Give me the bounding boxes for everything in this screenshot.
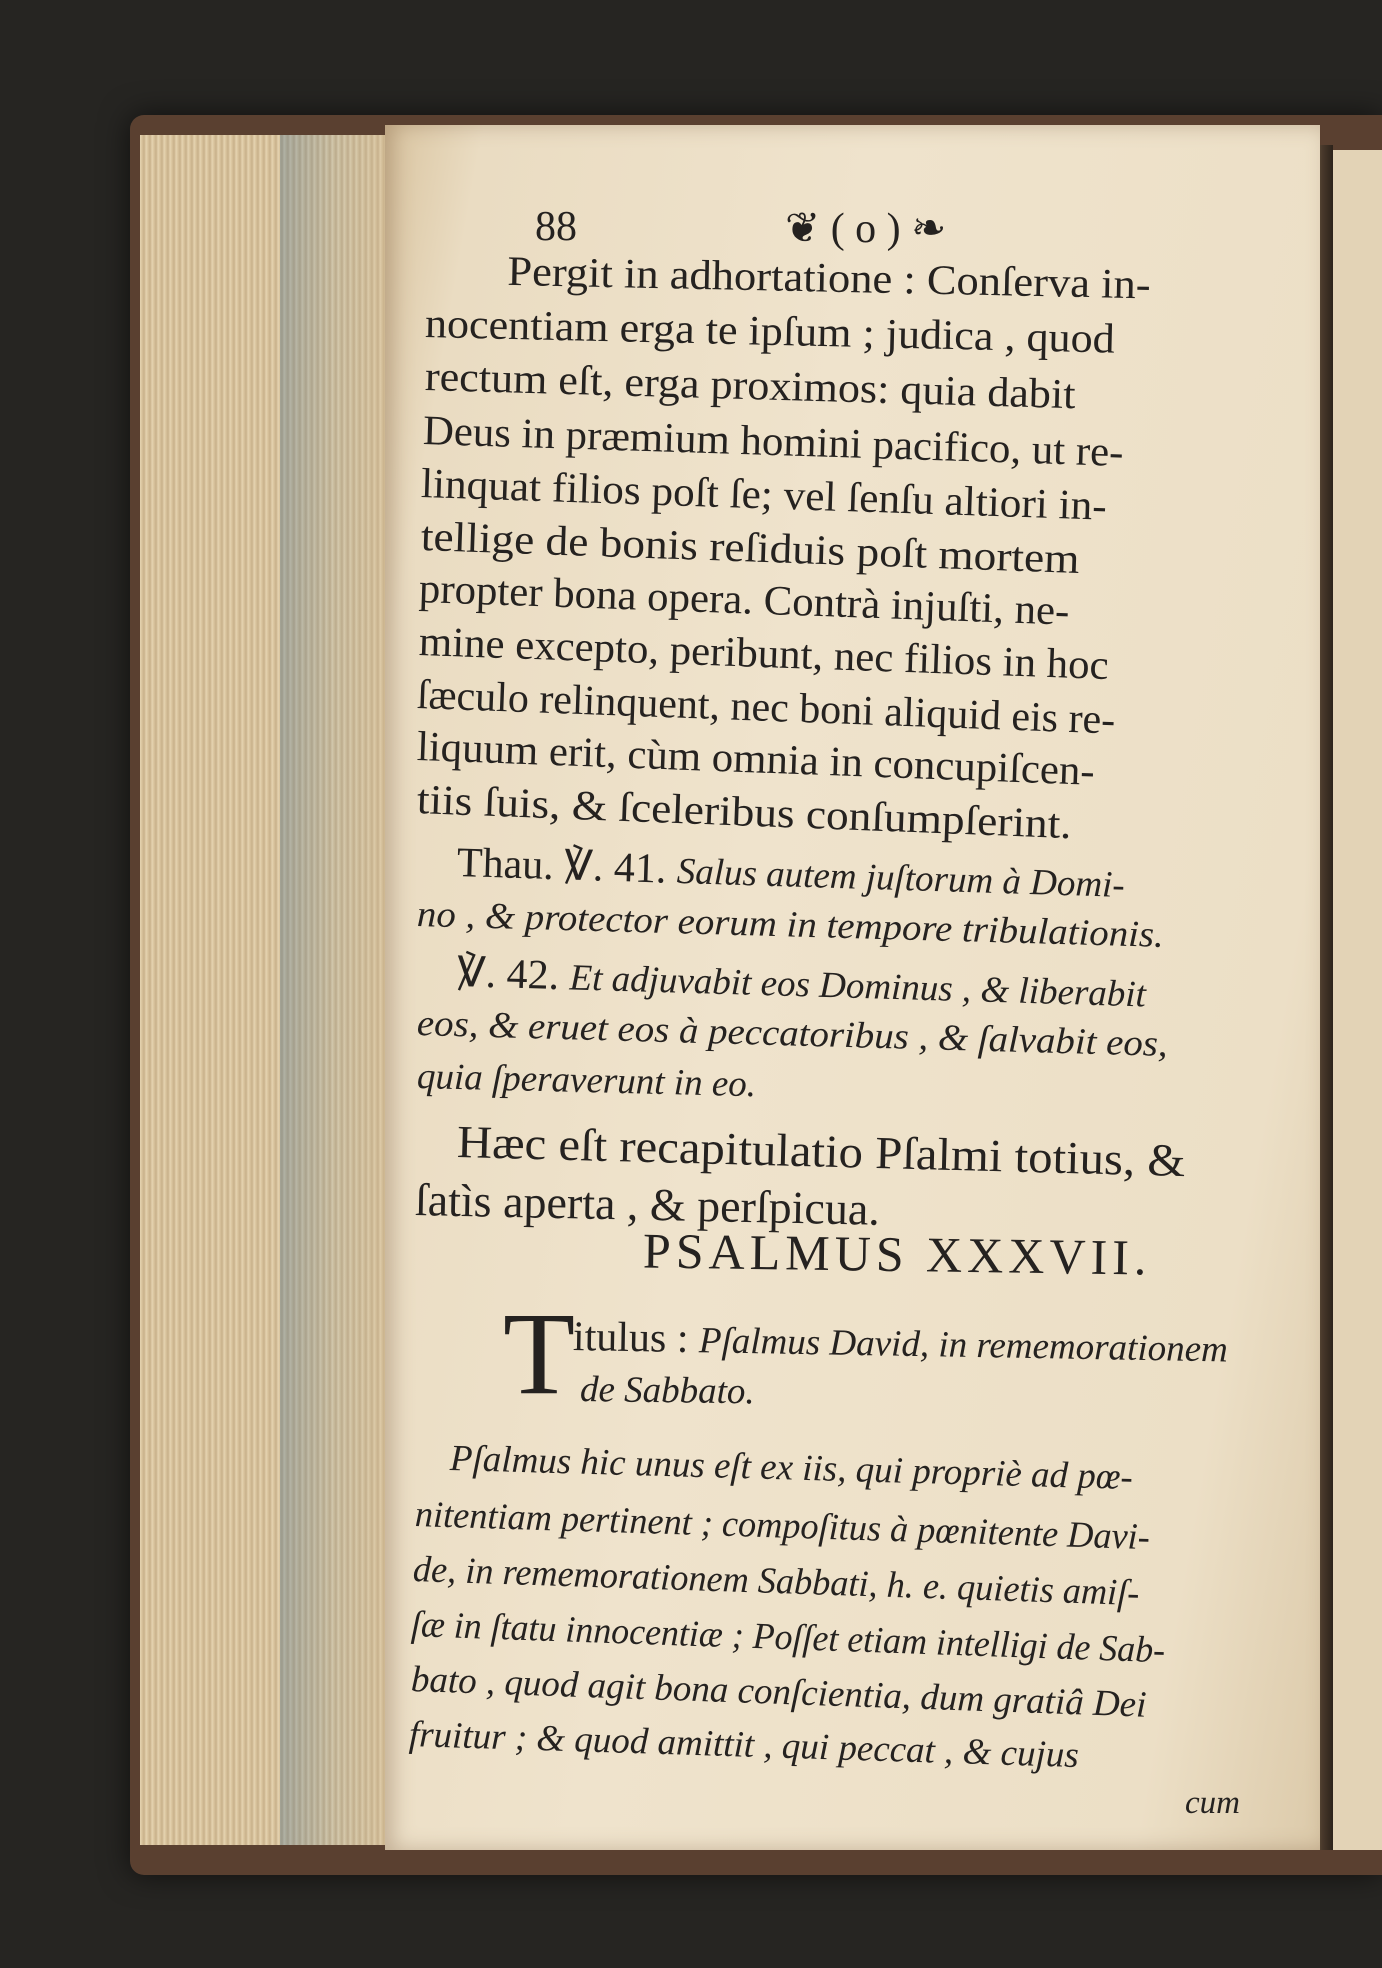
verse-41-text: Salus autem juſtorum à Domi- xyxy=(676,850,1126,906)
verse-42-line: eos, & eruet eos à peccatoribus , & ſalvabit eos, xyxy=(416,1003,1169,1065)
title-line xyxy=(573,1313,1229,1372)
catchword: cum xyxy=(1185,1785,1240,1821)
facing-page-edge xyxy=(1333,150,1382,1850)
psalm-heading: PSALMUS XXXVII. xyxy=(642,1222,1152,1286)
paragraph-1-line: tellige de bonis reſiduis poſt mortem xyxy=(420,514,1081,583)
paragraph-1-line: nocentiam erga te ipſum ; judica , quod xyxy=(424,301,1116,363)
paragraph-1-line: Deus in præmium homini pacifico, ut re- xyxy=(422,408,1125,477)
title-text: Pſalmus David, in rememorationem xyxy=(698,1320,1229,1371)
paragraph-1-line: liquum erit, cùm omnia in concupiſcen- xyxy=(416,724,1096,795)
title-label: itulus : xyxy=(572,1314,689,1363)
paragraph-2-line: Hæc eſt recapitulatio Pſalmi totius, & xyxy=(456,1116,1186,1187)
paragraph-1-line: mine excepto, peribunt, nec filios in hoc xyxy=(418,619,1110,690)
paragraph-1-line: propter bona opera. Contrà injuſti, ne- xyxy=(418,566,1071,635)
verse-41-continuation: no , & protector eorum in tempore tribulationis. xyxy=(416,894,1165,956)
book-page xyxy=(385,125,1320,1850)
paragraph-1-line: ſæculo relinquent, nec boni aliquid eis re- xyxy=(416,672,1117,744)
paragraph-3-line: bato , quod agit bona conſcientia, dum gratiâ Dei xyxy=(410,1659,1148,1726)
paragraph-2-line: ſatìs aperta , & perſpicua. xyxy=(414,1174,881,1235)
paragraph-3-line: nitentiam pertinent ; compoſitus à pœnitente Davi- xyxy=(414,1494,1151,1559)
verse-41-ref: Thau. ℣. 41. xyxy=(456,840,668,893)
verse-42-text: Et adjuvabit eos Dominus , & liberabit xyxy=(569,957,1147,1016)
title-line: de Sabbato. xyxy=(579,1369,755,1413)
verse-42-line: quia ſperaverunt in eo. xyxy=(416,1056,757,1106)
header-ornament: ❦ ( o ) ❧ xyxy=(785,206,947,252)
paragraph-1-line: Pergit in adhortatione : Conſerva in- xyxy=(506,248,1152,309)
paragraph-3-line: de, in rememorationem Sabbati, h. e. quietis amiſ- xyxy=(412,1549,1141,1615)
paragraph-3-line: ſæ in ſtatu innocentiæ ; Poſſet etiam intelligi de Sab- xyxy=(410,1604,1166,1672)
paragraph-1-line: rectum eſt, erga proximos: quia dabit xyxy=(424,354,1077,419)
drop-cap: T xyxy=(503,1288,576,1419)
stacked-page-edges xyxy=(140,135,390,1845)
paragraph-3-line: fruitur ; & quod amittit , qui peccat , & cujus xyxy=(408,1714,1080,1777)
paragraph-3-line: Pſalmus hic unus eſt ex iis, qui propriè ad pœ- xyxy=(449,1438,1134,1499)
page-number: 88 xyxy=(535,204,577,250)
paragraph-1-line: linquat filios poſt ſe; vel ſenſu altiori in- xyxy=(420,461,1108,530)
verse-42-ref: ℣. 42. xyxy=(456,950,560,1000)
paragraph-1-line: tiis ſuis, & ſceleribus conſumpſerint. xyxy=(416,777,1073,849)
